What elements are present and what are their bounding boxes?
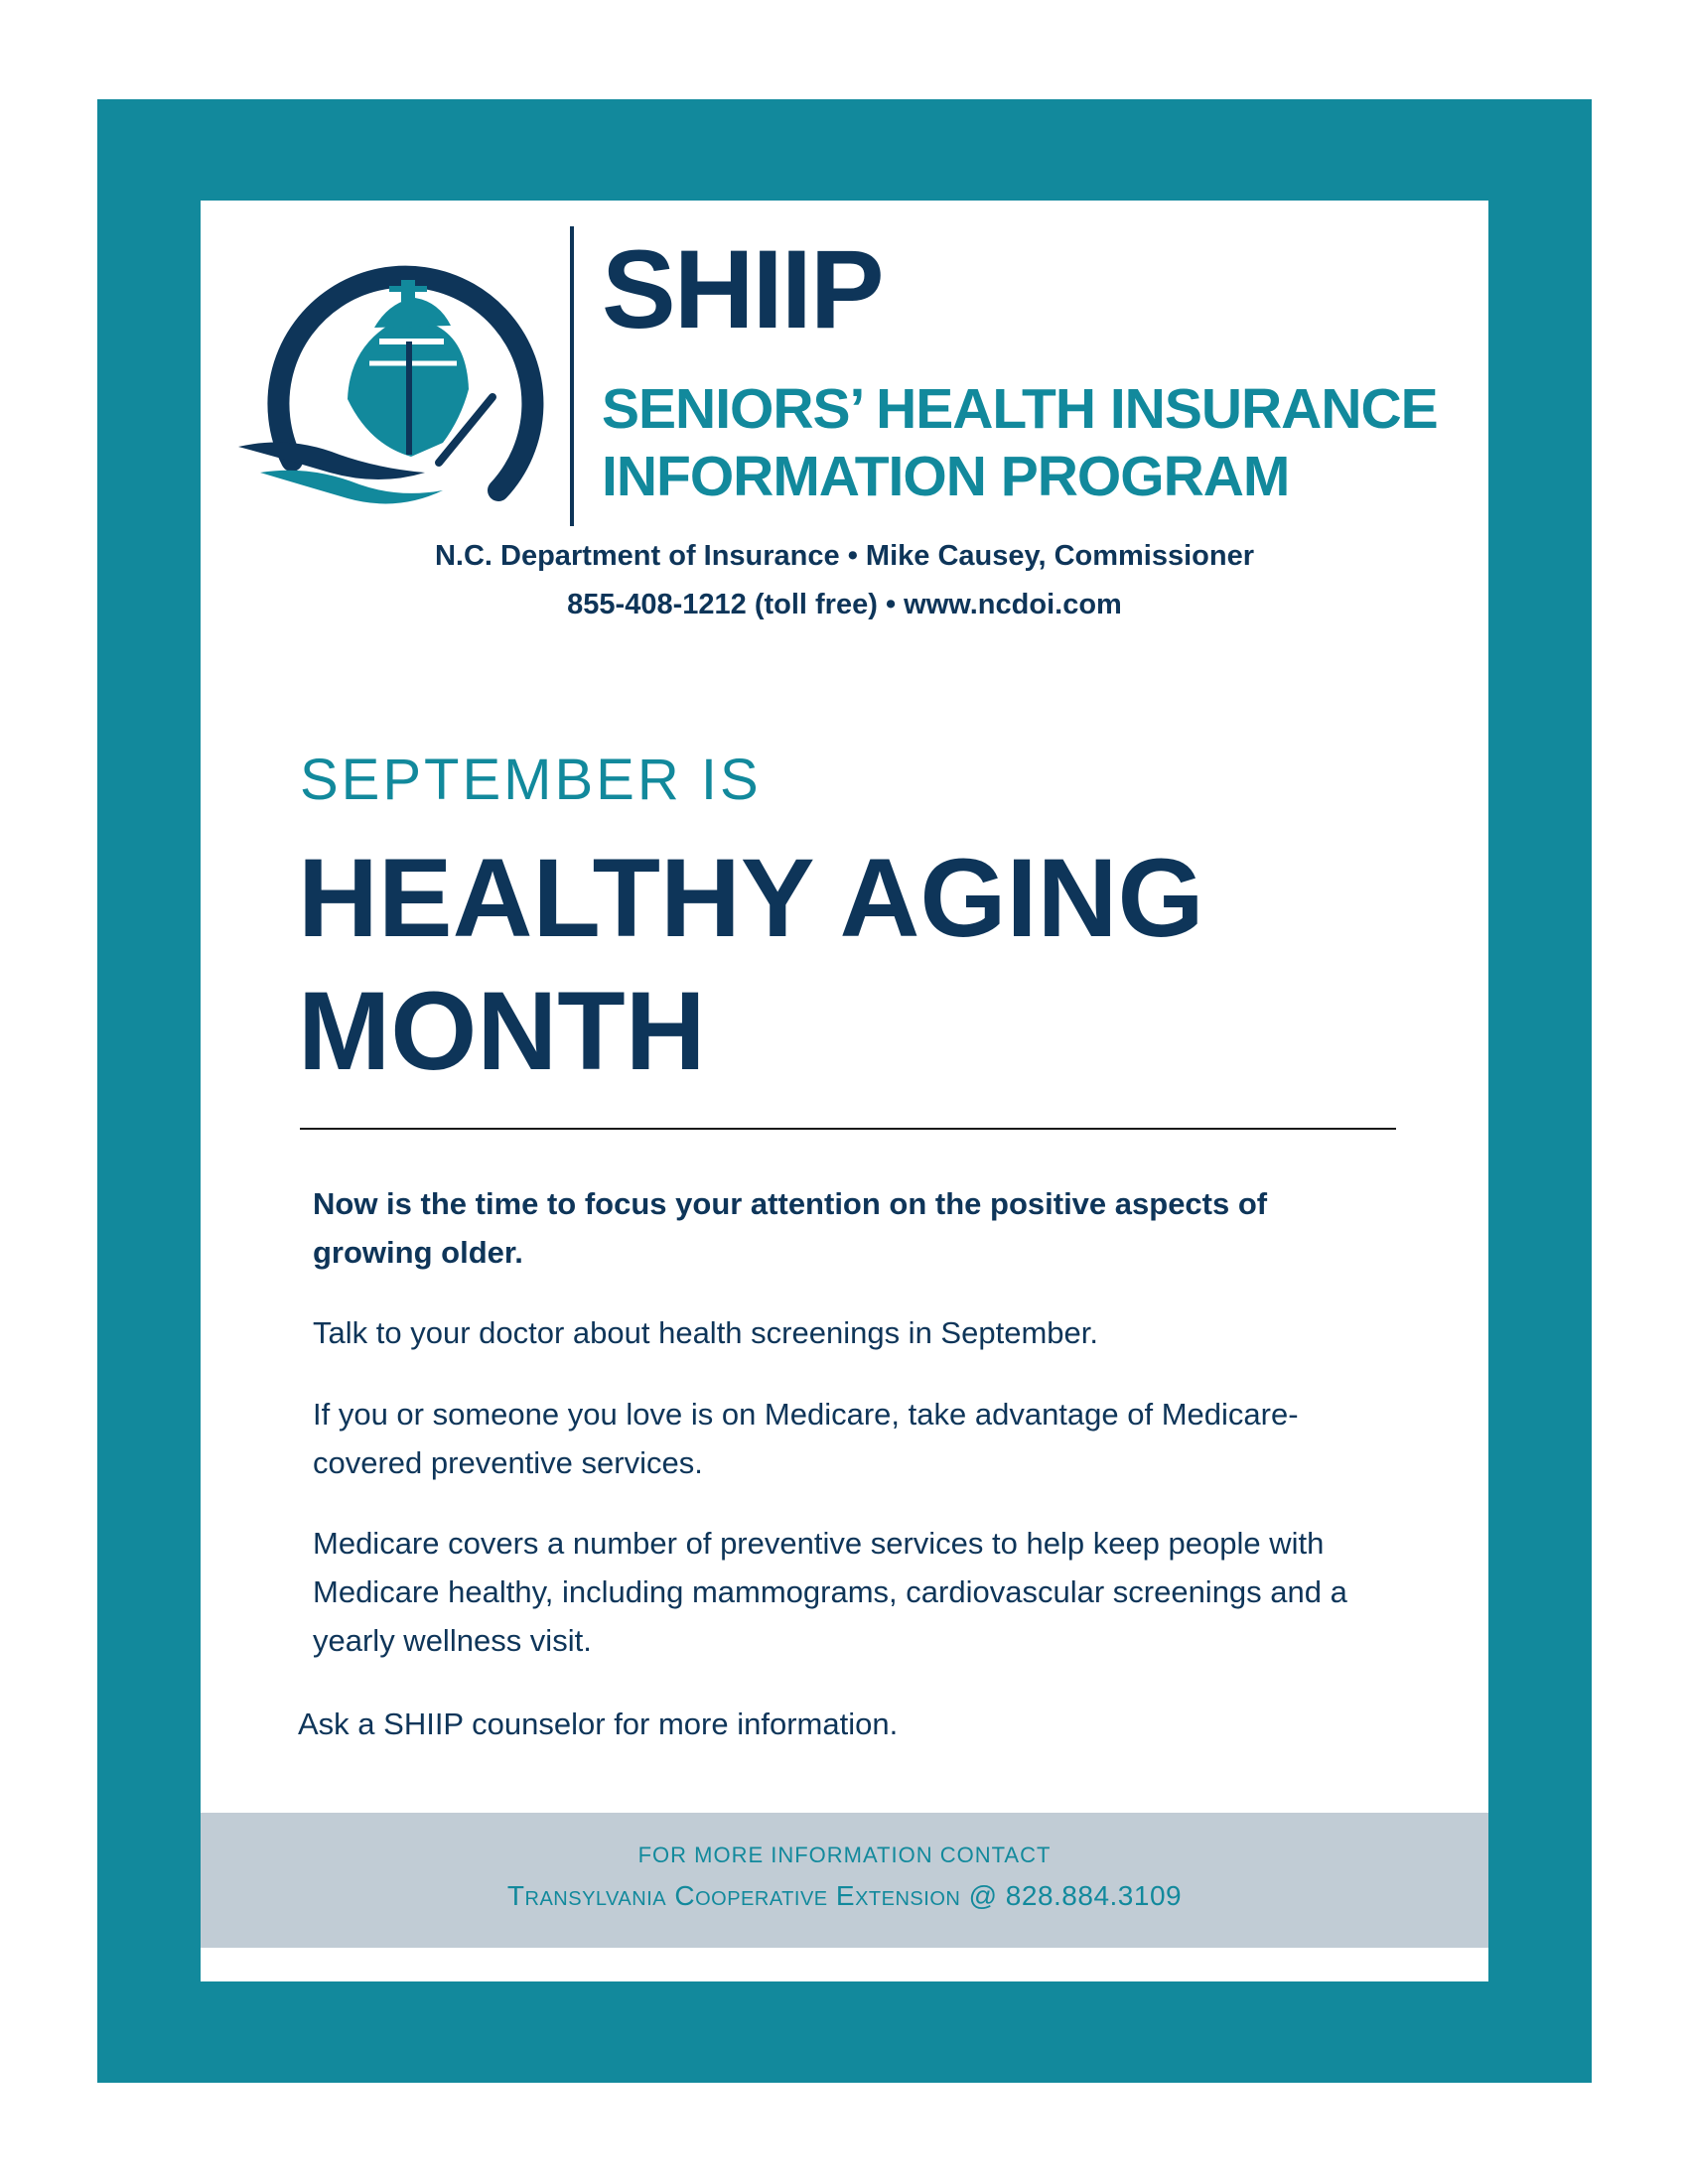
- closing-paragraph: Ask a SHIIP counselor for more information.: [298, 1706, 899, 1741]
- body-paragraph: Talk to your doctor about health screenings in September.: [313, 1315, 1098, 1350]
- department-line: N.C. Department of Insurance • Mike Causey, Commissioner: [434, 540, 1255, 572]
- intro-paragraph: Now is the time to focus your attention on the positive aspects of growing older.: [313, 1186, 1268, 1270]
- kicker: SEPTEMBER IS: [300, 748, 762, 812]
- phone-website-line: 855-408-1212 (toll free) • www.ncdoi.com: [567, 589, 1122, 620]
- footer-heading: FOR MORE INFORMATION CONTACT: [637, 1843, 1052, 1867]
- logo-divider: [570, 226, 574, 526]
- footer-contact-band: [201, 1813, 1488, 1948]
- body-paragraph: Medicare covers a number of preventive services to help keep people with Medicare healthy, including mammograms, cardiovascular screenings and a yearly wellness visit.: [313, 1526, 1347, 1658]
- body-paragraph: If you or someone you love is on Medicare, take advantage of Medicare-covered preventive services.: [313, 1397, 1299, 1480]
- brand-name: SHIIP: [602, 227, 883, 351]
- ship-in-circle-icon: [230, 230, 568, 518]
- divider: [300, 1128, 1396, 1130]
- page-title: HEALTHY AGING MONTH: [298, 836, 1204, 1093]
- brand-subtitle-line1: SENIORS’ HEALTH INSURANCE: [602, 377, 1438, 441]
- brand-subtitle-line2: INFORMATION PROGRAM: [602, 445, 1290, 508]
- footer-contact: Transylvania Cooperative Extension @ 828.884.3109: [506, 1880, 1183, 1911]
